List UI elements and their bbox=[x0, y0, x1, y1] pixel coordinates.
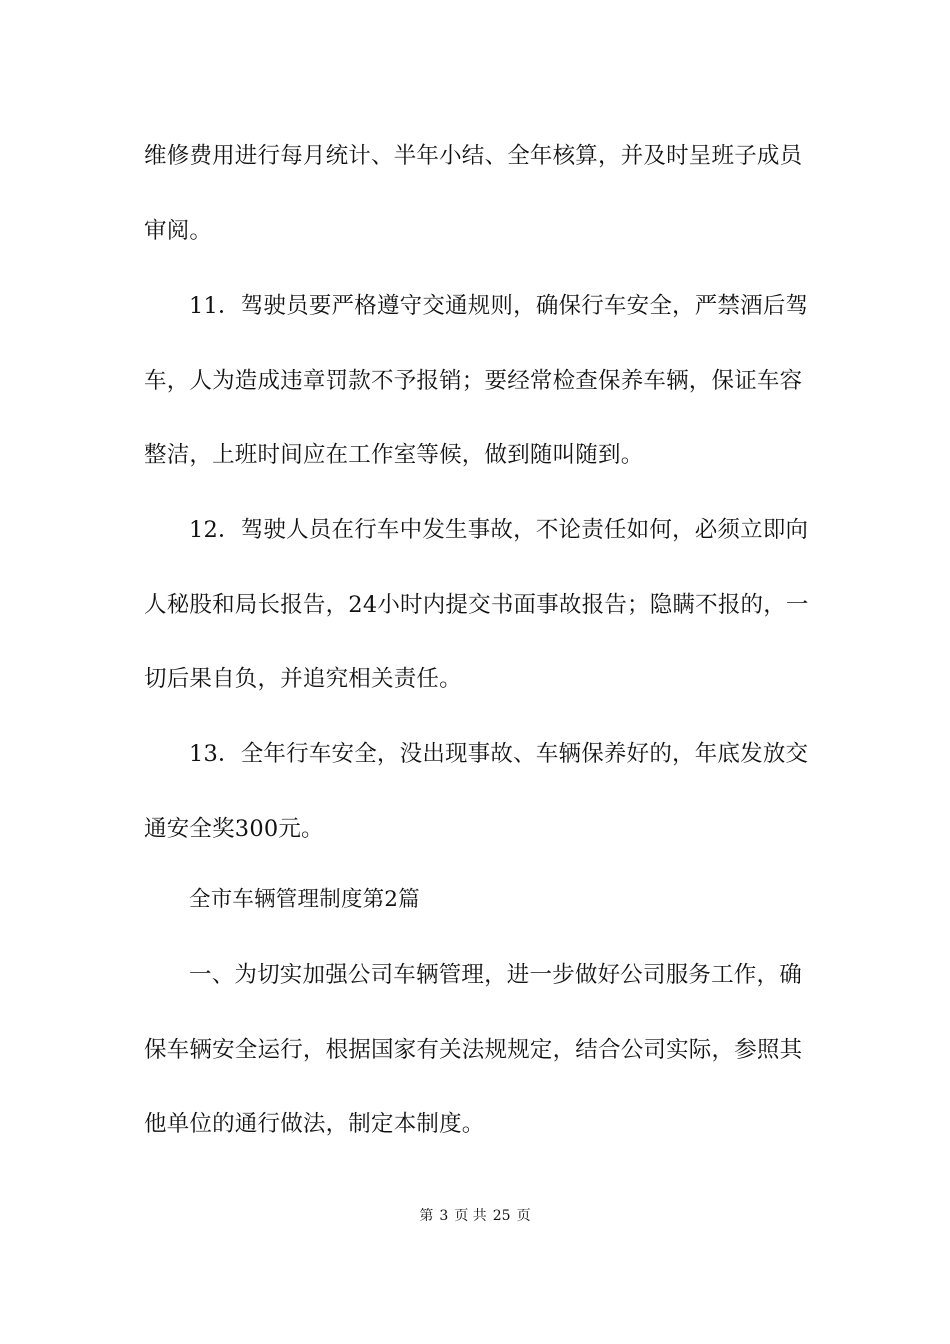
paragraph-line: 切后果自负，并追究相关责任。 bbox=[144, 666, 462, 692]
paragraph-line: 12．驾驶人员在行车中发生事故，不论责任如何，必须立即向 bbox=[189, 517, 809, 543]
paragraph-line: 整洁，上班时间应在工作室等候，做到随叫随到。 bbox=[144, 442, 644, 468]
paragraph-line: 13．全年行车安全，没出现事故、车辆保养好的，年底发放交 bbox=[189, 741, 809, 767]
paragraph-line: 一、为切实加强公司车辆管理，进一步做好公司服务工作，确 bbox=[189, 962, 802, 988]
footer-suffix: 页 bbox=[516, 1208, 531, 1224]
paragraph-line: 11．驾驶员要严格遵守交通规则，确保行车安全，严禁酒后驾 bbox=[189, 293, 809, 319]
paragraph-line: 保车辆安全运行，根据国家有关法规规定，结合公司实际，参照其 bbox=[144, 1037, 803, 1063]
footer-middle: 页 共 bbox=[454, 1208, 487, 1224]
footer-prefix: 第 bbox=[419, 1208, 434, 1224]
paragraph-line: 审阅。 bbox=[144, 218, 213, 244]
paragraph-line: 通安全奖300元。 bbox=[144, 816, 324, 842]
footer-total-pages: 25 bbox=[492, 1208, 511, 1224]
page-footer bbox=[0, 1206, 950, 1226]
paragraph-line: 维修费用进行每月统计、半年小结、全年核算，并及时呈班子成员 bbox=[144, 143, 803, 169]
paragraph-line: 车，人为造成违章罚款不予报销；要经常检查保养车辆，保证车容 bbox=[144, 368, 803, 394]
footer-current-page: 3 bbox=[439, 1208, 449, 1224]
paragraph-line: 人秘股和局长报告，24小时内提交书面事故报告；隐瞒不报的，一 bbox=[144, 592, 809, 618]
paragraph-line: 他单位的通行做法，制定本制度。 bbox=[144, 1111, 485, 1137]
section-heading: 全市车辆管理制度第2篇 bbox=[189, 887, 420, 912]
